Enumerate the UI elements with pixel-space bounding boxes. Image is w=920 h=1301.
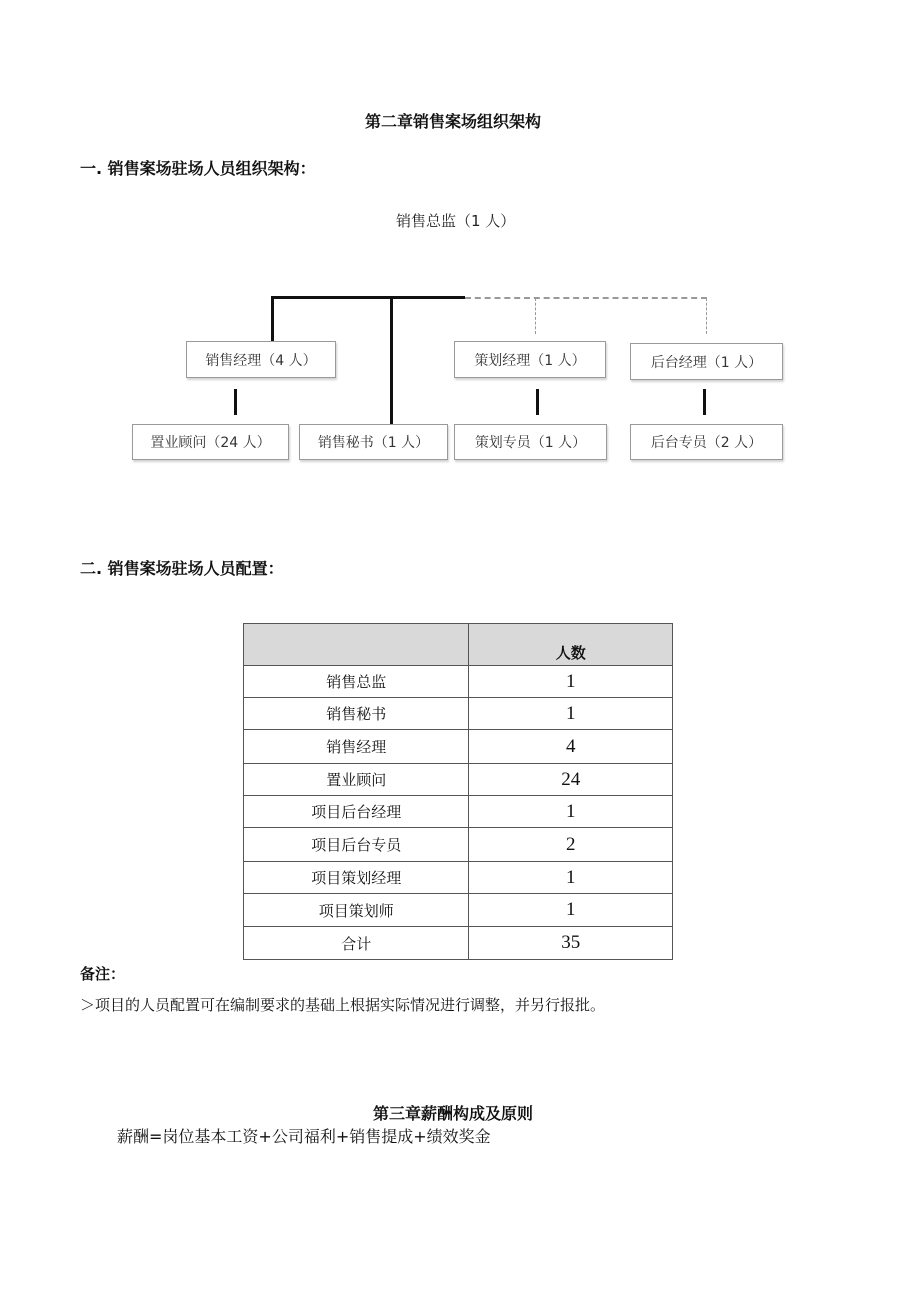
- org-connector-dashed-v: [706, 298, 707, 334]
- table-cell-count: 2: [469, 828, 673, 862]
- table-cell-count: 1: [469, 666, 673, 698]
- table-cell-role: 项目后台专员: [244, 828, 469, 862]
- table-row: [244, 894, 673, 927]
- org-node-planning-specialist: 策划专员（1 人）: [454, 424, 607, 460]
- table-cell-role: 置业顾问: [244, 764, 469, 796]
- note-text: ＞项目的人员配置可在编制要求的基础上根据实际情况进行调整，并另行报批。: [80, 996, 606, 1014]
- table-cell-role: 项目后台经理: [244, 796, 469, 828]
- table-cell-count: 4: [469, 730, 673, 764]
- table-cell-count: 1: [469, 862, 673, 894]
- table-cell-role: 销售秘书: [244, 698, 469, 730]
- org-chart: [0, 0, 920, 520]
- org-node-director: 销售总监（1 人）: [396, 212, 516, 230]
- org-connector-v: [234, 389, 237, 415]
- org-node-sales-secretary: 销售秘书（1 人）: [299, 424, 448, 460]
- org-connector-v: [536, 389, 539, 415]
- org-node-sales-manager: 销售经理（4 人）: [186, 341, 336, 378]
- table-cell-role: 项目策划师: [244, 894, 469, 927]
- table-header-count: 人数: [469, 624, 673, 666]
- table-header-blank: [244, 624, 469, 666]
- section-org-title: 一. 销售案场驻场人员组织架构：: [80, 159, 316, 178]
- org-node-backoffice-specialist: 后台专员（2 人）: [630, 424, 783, 460]
- table-cell-count: 1: [469, 698, 673, 730]
- table-row: [244, 796, 673, 828]
- table-row: [244, 730, 673, 764]
- org-connector-dashed-v: [535, 298, 536, 334]
- org-node-planning-manager: 策划经理（1 人）: [454, 341, 606, 378]
- table-row: [244, 666, 673, 698]
- table-header-row: [244, 624, 673, 666]
- org-node-backoffice-manager: 后台经理（1 人）: [630, 343, 783, 380]
- table-cell-role: 合计: [244, 927, 469, 960]
- table-cell-role: 销售经理: [244, 730, 469, 764]
- section-staffing-title: 二. 销售案场驻场人员配置：: [80, 559, 284, 578]
- table-cell-count: 24: [469, 764, 673, 796]
- org-connector-h: [271, 296, 465, 299]
- chapter-title: 第二章销售案场组织架构: [365, 112, 542, 131]
- table-cell-count: 35: [469, 927, 673, 960]
- table-row: [244, 698, 673, 730]
- salary-formula: 薪酬=岗位基本工资+公司福利+销售提成+绩效奖金: [117, 1127, 491, 1146]
- org-connector-dashed: [465, 297, 707, 299]
- org-connector-v: [271, 296, 274, 342]
- note-label: 备注：: [80, 965, 126, 983]
- table-cell-role: 销售总监: [244, 666, 469, 698]
- table-cell-role: 项目策划经理: [244, 862, 469, 894]
- org-connector-v: [703, 389, 706, 415]
- table-row-total: [244, 927, 673, 960]
- table-cell-count: 1: [469, 894, 673, 927]
- table-row: [244, 862, 673, 894]
- table-row: [244, 764, 673, 796]
- chapter3-title: 第三章薪酬构成及原则: [373, 1104, 534, 1123]
- org-node-consultant: 置业顾问（24 人）: [132, 424, 289, 460]
- table-row: [244, 828, 673, 862]
- staffing-table: [243, 623, 673, 960]
- table-cell-count: 1: [469, 796, 673, 828]
- org-connector-v: [390, 296, 393, 428]
